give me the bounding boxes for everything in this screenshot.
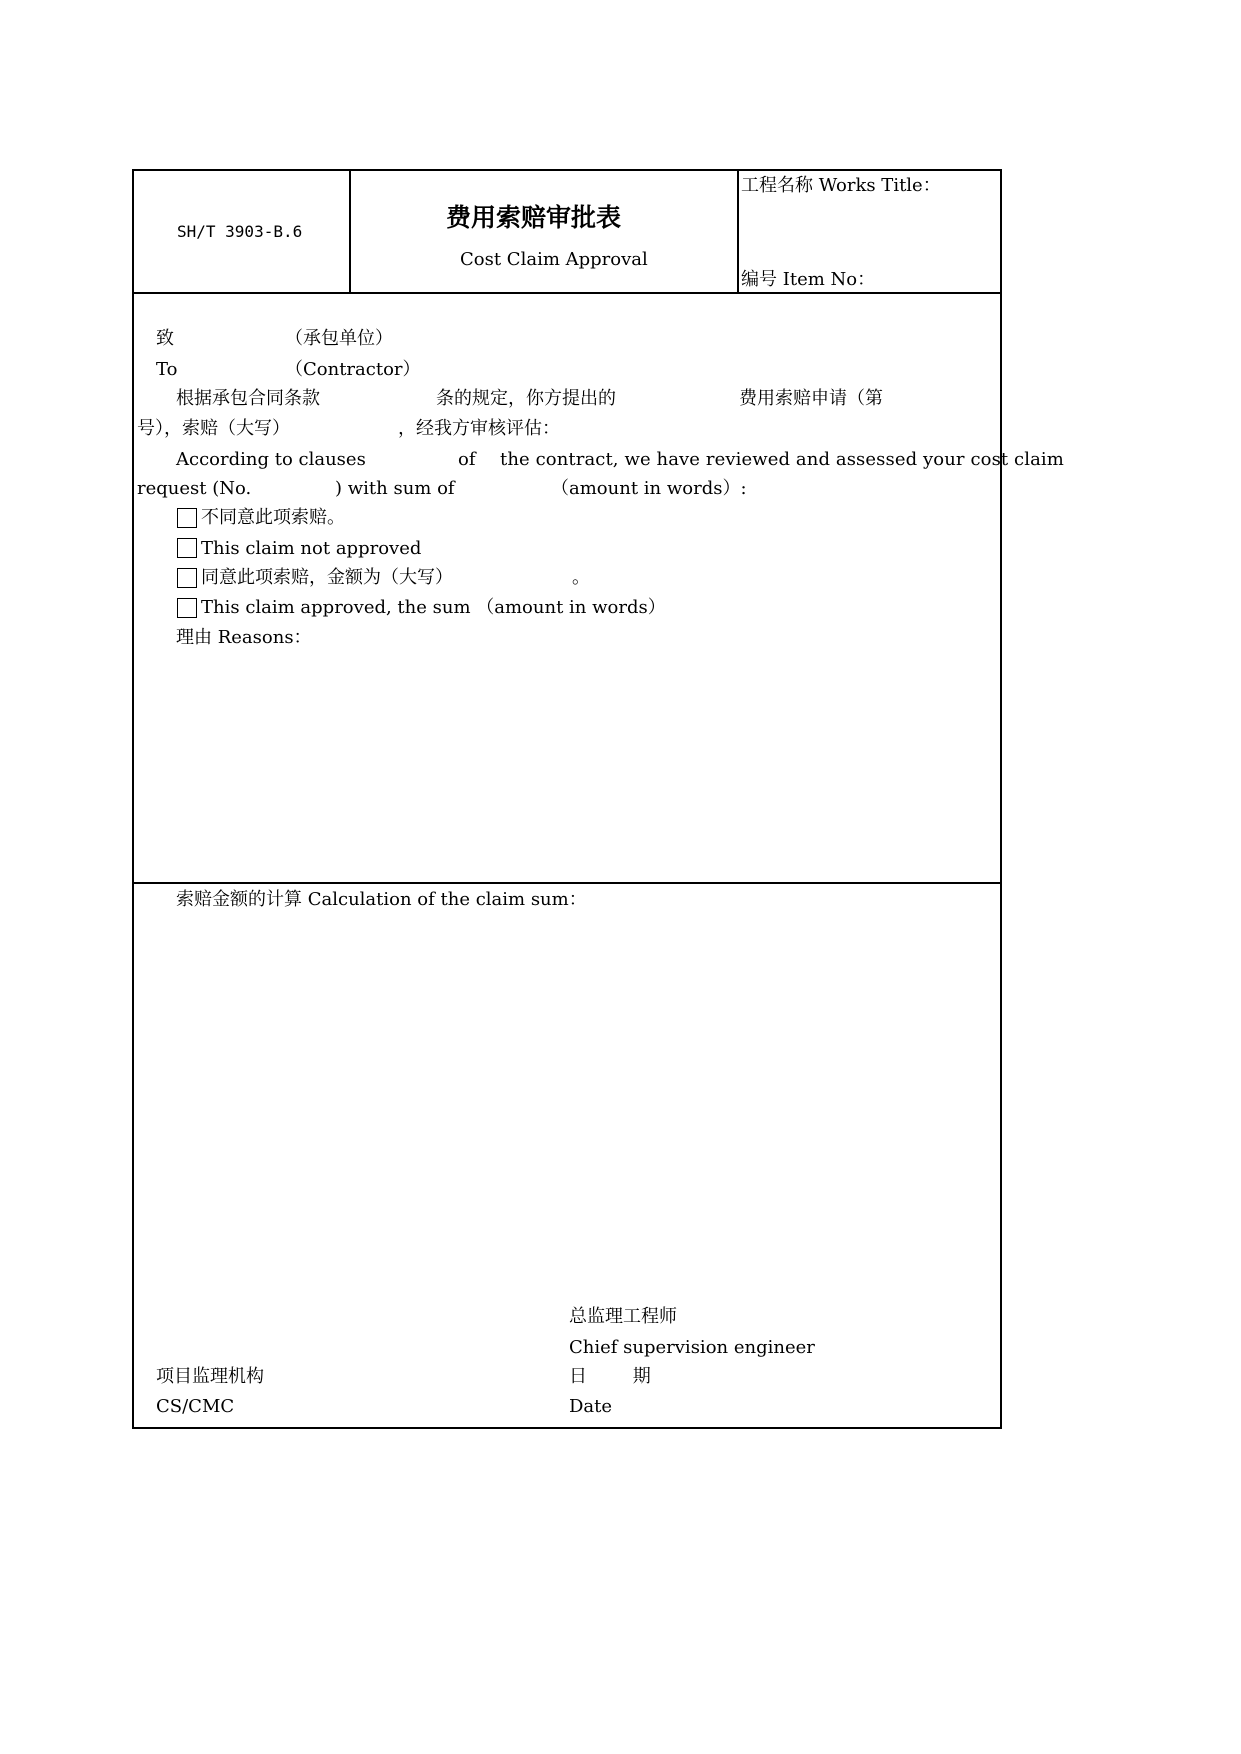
to-cn-prefix: 致 <box>156 328 174 349</box>
form-code: SH/T 3903-B.6 <box>177 222 303 241</box>
option-approved-en-checkbox[interactable] <box>177 598 197 618</box>
para-cn-2b: ，经我方审核评估： <box>398 418 560 439</box>
header-col-divider-1 <box>349 169 351 293</box>
para-en-2b: ) with sum of <box>335 478 455 499</box>
option-approved-cn-label: 同意此项索赔，金额为（大写） <box>201 567 453 588</box>
frame-bottom <box>132 1427 1002 1429</box>
page-title-cn: 费用索赔审批表 <box>446 203 622 232</box>
engineer-en: Chief supervision engineer <box>569 1337 815 1358</box>
frame-left <box>132 169 134 1429</box>
item-no-label: 编号 Item No： <box>741 269 876 290</box>
reasons-label: 理由 Reasons： <box>176 627 312 648</box>
frame-right <box>1000 169 1002 1429</box>
option-approved-cn-checkbox[interactable] <box>177 568 197 588</box>
to-en-prefix: To <box>156 359 178 380</box>
para-en-1a: According to clauses <box>176 449 366 470</box>
calculation-label: 索赔金额的计算 Calculation of the claim sum： <box>176 889 587 910</box>
option-approved-cn-suffix: 。 <box>572 567 590 588</box>
engineer-cn: 总监理工程师 <box>569 1306 677 1327</box>
to-cn-suffix: （承包单位） <box>285 328 393 349</box>
page-title-en: Cost Claim Approval <box>460 249 648 270</box>
option-not-approved-en-label: This claim not approved <box>201 538 422 559</box>
para-cn-1a: 根据承包合同条款 <box>176 388 320 409</box>
option-not-approved-cn-checkbox[interactable] <box>177 508 197 528</box>
option-not-approved-cn-label: 不同意此项索赔。 <box>201 507 345 528</box>
para-cn-2a: 号），索赔（大写） <box>137 418 290 439</box>
header-col-divider-2 <box>737 169 739 293</box>
para-en-1b: of <box>458 449 476 470</box>
date-en: Date <box>569 1396 613 1417</box>
option-not-approved-en-checkbox[interactable] <box>177 538 197 558</box>
para-cn-1c: 费用索赔申请（第 <box>739 388 883 409</box>
works-title-label: 工程名称 Works Title： <box>741 175 941 196</box>
para-cn-1b: 条的规定，你方提出的 <box>436 388 616 409</box>
org-en: CS/CMC <box>156 1396 235 1417</box>
para-en-1c: the contract, we have reviewed and assessed your cost claim <box>500 449 1064 470</box>
header-divider <box>132 292 1002 294</box>
section-divider <box>132 882 1002 884</box>
para-en-2a: request (No. <box>137 478 252 499</box>
to-en-suffix: （Contractor） <box>285 359 421 380</box>
option-approved-en-label: This claim approved, the sum （amount in words） <box>201 597 666 618</box>
frame-top <box>132 169 1002 171</box>
para-en-2c: （amount in words）: <box>551 478 747 499</box>
org-cn: 项目监理机构 <box>156 1366 264 1387</box>
date-cn: 日 期 <box>569 1366 651 1387</box>
